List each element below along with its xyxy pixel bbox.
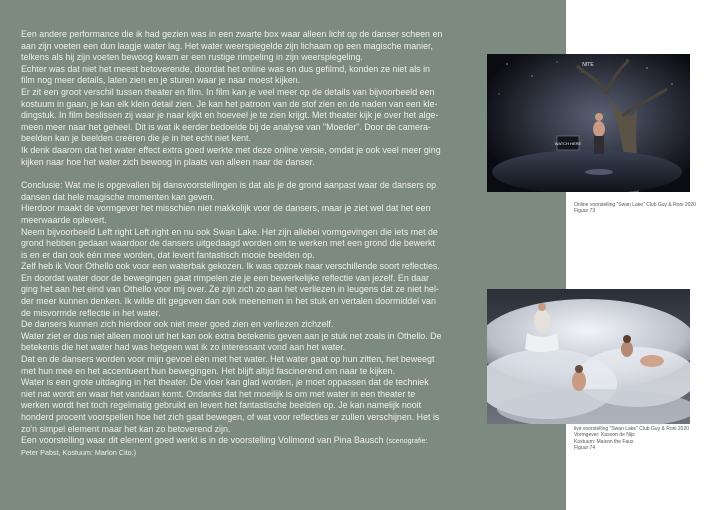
paragraph: Hierdoor maakt de vormgever het misschien niet makkelijk voor de dansers, maar je ziet wel dat het een meerwaarde oplevert. [21, 203, 431, 225]
paragraph-gap [21, 168, 557, 180]
figure-2-caption: live voorstelling "Swan Lake" Club Guy & Roni 2020 Vormgever: Kasoon de Nijs Kostuum: Maison the Faux Figuur 74 [574, 426, 689, 451]
paragraph: Ik denk daarom dat het water effect extra goed werkte met deze online versie, omdat je ook veel meer ging kijken naar hoe het water zich bewoog in plaats van alleen naar de danser. [21, 144, 441, 167]
nite-logo-text: NITE [582, 62, 594, 68]
figure-swan-lake-live-photo [487, 289, 690, 424]
watch-here-sign: WATCH HERE [554, 141, 582, 146]
paragraph: Conclusie: Wat me is opgevallen bij dansvoorstellingen is dat als je de grond aanpast waar de dansers op dansen dat hele magische momenten kan geven. [21, 180, 437, 202]
closing-paragraph [21, 435, 557, 458]
closing-text: Een voorstelling waar dit element goed werkt is in de voorstelling Vollmond van Pina Bausch [21, 435, 384, 446]
paragraph: Een andere performance die ik had gezien was in een zwarte box waar alleen licht op de danser scheen en aan zijn voeten een dun laagje water lag. Het water weerspiegelde zijn lichaam op een magische manier, telkens als hij zijn voeten bewoog kwam er een rustige rimpeling in zijn weerspiegeling. [21, 29, 443, 63]
paragraph: Neem bijvoorbeeld Left right Left right en nu ook Swan Lake. Het zijn allebei vormgevingen die iets met de grond hebben gedaan waardoor de dansers uitgedaagd worden om te werken met een grond die bewerkt is en er dan ook één mee worden, dat levert fantastisch mooie beelden op. [21, 226, 438, 260]
closing-credit: (scenografie: Peter Pabst, Kostuum: Marlon Cito.) [21, 436, 428, 457]
paragraph: Water ziet er dus niet alleen mooi uit het kan ook extra betekenis geven aan je stuk net zoals in Othello. De betekenis die het water had was hetgeen wat ik zo interessant vond aan het water. [21, 330, 442, 353]
paragraph: Zelf heb ik Voor Othello ook voor een waterbak gekozen. Ik was opzoek naar verschillende soort reflecties. En doordat water door de bewegingen gaat rimpelen zie je een bewerkelijke reflectie van jezelf. En daar ging het aan het eind van Othello voor mij over. Ze zijn zich zo aan het verliezen in leugens dat ze niet hel- der meer kunnen denken. Ik wilde dit gegeven dan ook meenemen in het stuk en vertalen doormiddel van de misvormde reflectie in het water. [21, 261, 440, 318]
figure-1-caption: Online voorstelling "Swan Lake" Club Guy & Roni 2020 Figuur 73 [574, 202, 696, 215]
paragraph: Dat en de dansers worden voor mijn gevoel één met het water. Het water gaat op hun zitten, het beweegt met hun mee en het accentueert hun bewegingen. Het blijft altijd fascinerend om naar te kijken. [21, 354, 435, 376]
stage-scene [487, 54, 690, 192]
body-text [21, 29, 557, 458]
paragraph: Echter was dat niet het meest betoverende, doordat het online was en dus gefilmd, konden ze niet als in film nog meer details, laten zien en je sturen waar je naar moest kijken. [21, 63, 430, 86]
paragraph: De dansers kunnen zich hierdoor ook niet meer goed zien en verliezen zichzelf. [21, 319, 334, 330]
mist-scene [487, 289, 690, 424]
paragraph: Er zit een groot verschil tussen theater en film. In film kan je veel meer op de details van bijvoorbeeld een kostuum in gaan, je kan elk klein detail zien. Je kan het patroon van de stof zien en de naden van een kle- dingstuk. In film beslissen zij waar je naar kijkt en hoeveel je te zien krijgt. Met theater kijk je over het alge- meen meer naar het geheel. Dit is wat ik eerder bedoelde bij de analyse van "Moeder". Door de camera- beelden kan je beelden creëren die je in het echt niet kent. [21, 86, 439, 144]
paragraph: Water is een grote uitdaging in het theater. De vloer kan glad worden, je moet oppassen dat de techniek niet nat wordt en waar het vandaan komt. Ondanks dat het moeilijk is om met water in een theater te werken wordt het toch regelmatig gebruikt en levert het fantastische beelden op. Je kan namelijk nooit honderd procent voorspellen hoe het zich gaat bewegen, of wat voor reflecties er zullen verschijnen. Het is zo'n simpel element maar het kan zo betoverend zijn. [21, 377, 440, 434]
figure-swan-lake-online-photo [487, 54, 690, 192]
